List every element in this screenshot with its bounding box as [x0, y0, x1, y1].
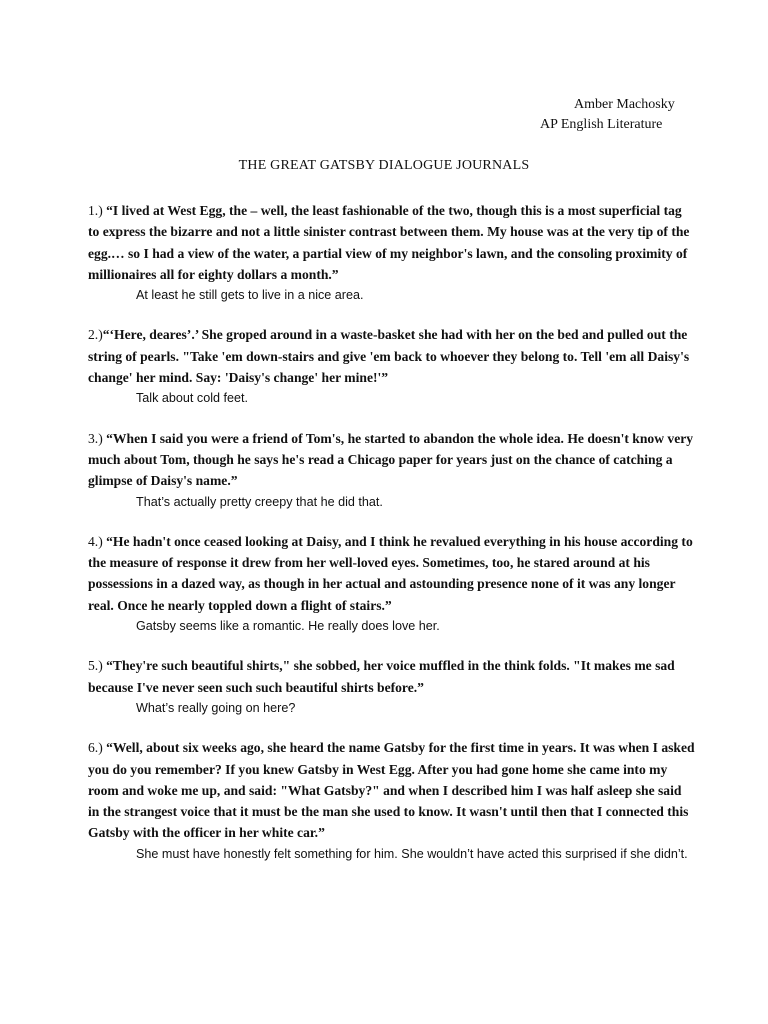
author-name: Amber Machosky — [574, 97, 675, 112]
journal-entry-3 — [88, 428, 696, 513]
entry-response: Gatsby seems like a romantic. He really does love her. — [136, 619, 440, 634]
journal-entries — [88, 200, 696, 883]
entry-number: 6.) — [88, 740, 103, 756]
page-title: THE GREAT GATSBY DIALOGUE JOURNALS — [238, 158, 530, 173]
journal-entry-2 — [88, 324, 696, 409]
course-name: AP English Literature — [540, 117, 663, 132]
entry-response: Talk about cold feet. — [136, 391, 249, 406]
entry-quote — [88, 200, 696, 285]
entry-number: 3.) — [88, 430, 103, 446]
journal-entry-4 — [88, 531, 696, 637]
entry-number: 5.) — [88, 658, 103, 674]
entry-number: 4.) — [88, 533, 103, 549]
entry-quote — [88, 655, 696, 698]
entry-response: She must have honestly felt something for him. She wouldn’t have acted this surprised if she didn’t. — [136, 846, 688, 861]
journal-entry-1 — [88, 200, 696, 306]
entry-quote — [88, 428, 696, 492]
entry-quote-text: “I lived at West Egg, the – well, the least fashionable of the two, though this is a most superficial tag to express the bizarre and not a little sinister contrast between them. My house was at the very tip of the egg.… so I had a view of the water, a partial view of my neighbor's lawn, and the consoling proximity of millionaires all for eighty dollars a month.” — [88, 203, 690, 282]
entry-number: 2.) — [88, 327, 103, 343]
entry-quote — [88, 737, 696, 843]
journal-entry-6 — [88, 737, 696, 865]
entry-quote — [88, 531, 696, 616]
entry-response: At least he still gets to live in a nice area. — [136, 288, 364, 303]
entry-quote-text: “They're such beautiful shirts," she sobbed, her voice muffled in the think folds. "It makes me sad because I've never seen such such beautiful shirts before.” — [88, 658, 675, 695]
entry-quote-text: “When I said you were a friend of Tom's, he started to abandon the whole idea. He doesn't know very much about Tom, though he says he's read a Chicago paper for years just on the chance of catching a glimpse of Daisy's name.” — [88, 430, 694, 489]
entry-quote-text: “Well, about six weeks ago, she heard the name Gatsby for the first time in years. It was when I asked you do you remember? If you knew Gatsby in West Egg. After you had gone home she came into my room and woke me up, and said: "What Gatsby?" and when I described him I was half asleep she said in the strangest voice that it must be the man she used to know. It wasn't until then that I connected this Gatsby with the officer in her white car.” — [88, 740, 695, 841]
header-block — [540, 95, 720, 135]
entry-number: 1.) — [88, 203, 103, 218]
entry-quote — [88, 324, 696, 388]
entry-quote-text: “‘Here, deares’.’ She groped around in a waste-basket she had with her on the bed and pulled out the string of pearls. "Take 'em down-stairs and give 'em back to whoever they belong to. Tell 'em all Daisy's change' her mind. Say: 'Daisy's change' her mine!'” — [88, 327, 690, 386]
entry-response: What’s really going on here? — [136, 700, 296, 715]
entry-response: That’s actually pretty creepy that he did that. — [136, 494, 383, 509]
entry-quote-text: “He hadn't once ceased looking at Daisy, and I think he revalued everything in his house according to the measure of response it drew from her well-loved eyes. Sometimes, too, he stared around at his possessions in a dazed way, as though in her actual and astounding presence none of it was any longer real. Once he nearly toppled down a flight of stairs.” — [88, 533, 693, 613]
journal-entry-5 — [88, 655, 696, 719]
